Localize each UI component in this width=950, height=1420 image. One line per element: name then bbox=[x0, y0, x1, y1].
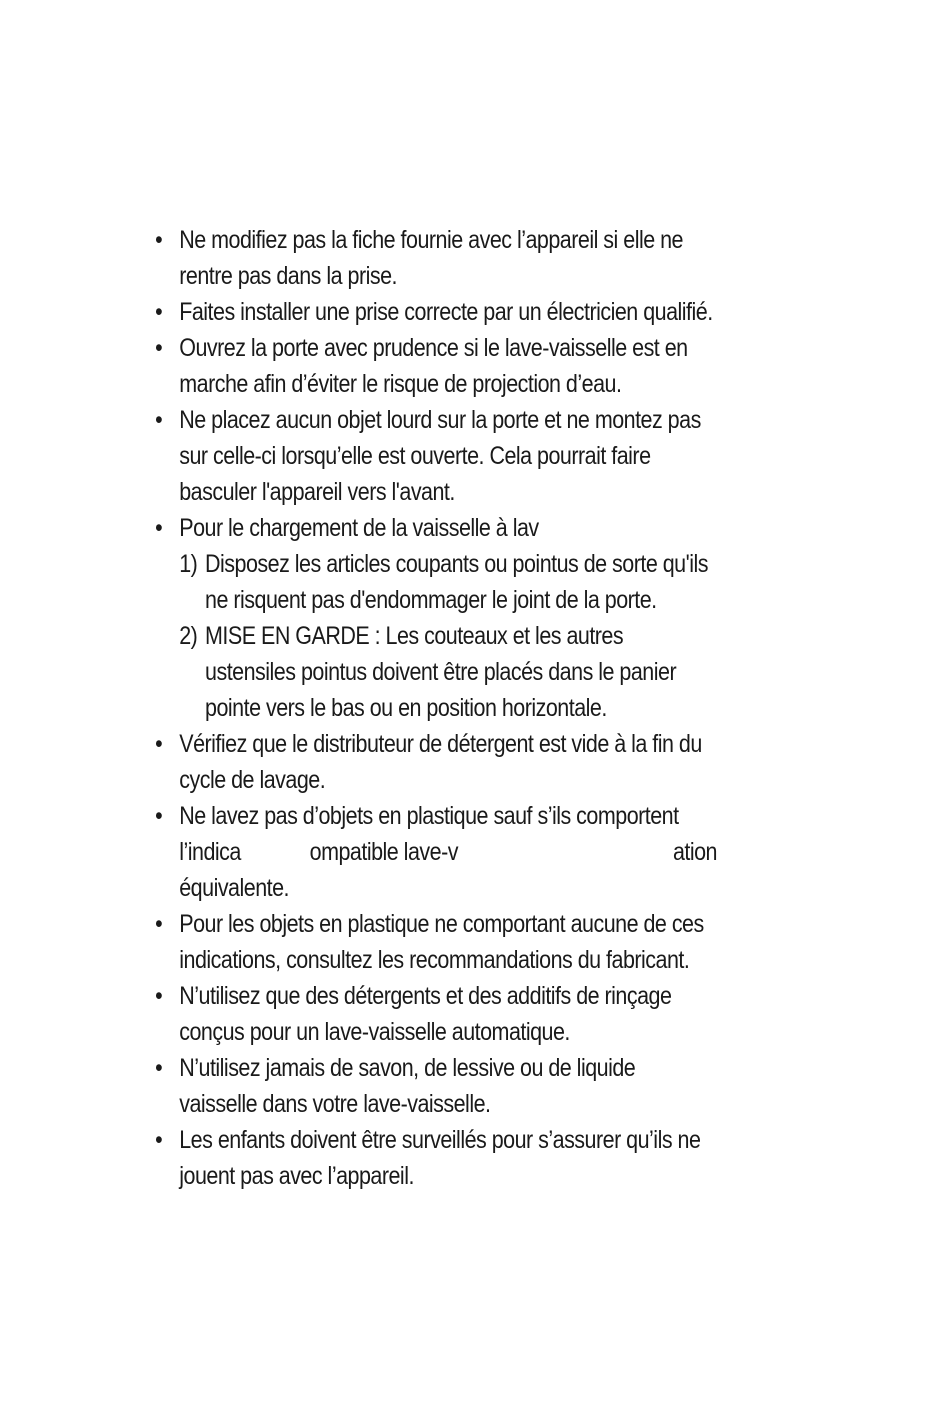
bullet-icon: • bbox=[155, 406, 163, 434]
list-item bbox=[150, 1050, 718, 1122]
list-item-text: Ouvrez la porte avec prudence si le lave-vaisselle est en marche afin d’éviter le risque de projection d’eau. bbox=[179, 334, 688, 398]
sub-item-number: 2) bbox=[179, 622, 198, 650]
bullet-icon: • bbox=[155, 910, 163, 938]
sub-item-number: 1) bbox=[179, 550, 198, 578]
bullet-icon: • bbox=[155, 982, 163, 1010]
list-item bbox=[150, 294, 718, 330]
loading-sub-list bbox=[179, 546, 717, 726]
bullet-icon: • bbox=[155, 334, 163, 362]
bullet-icon: • bbox=[155, 730, 163, 758]
list-item-text: Faites installer une prise correcte par un électricien qualifié. bbox=[179, 298, 713, 326]
list-item-text: Ne placez aucun objet lourd sur la porte et ne montez pas sur celle-ci lorsqu’elle est ouverte. Cela pourrait faire basculer l'appareil vers l'avant. bbox=[179, 406, 701, 506]
sub-item-text: Disposez les articles coupants ou pointus de sorte qu'ils ne risquent pas d'endommager le joint de la porte. bbox=[205, 550, 708, 614]
list-item bbox=[150, 402, 718, 510]
bullet-icon: • bbox=[155, 802, 163, 830]
list-item-text: N’utilisez que des détergents et des additifs de rinçage conçus pour un lave-vaisselle automatique. bbox=[179, 982, 672, 1046]
sub-list-item bbox=[179, 618, 717, 726]
list-item bbox=[150, 1122, 718, 1194]
text-fragment: l’indica bbox=[179, 838, 241, 866]
bullet-icon: • bbox=[155, 298, 163, 326]
text-fragment: équivalente. bbox=[179, 874, 290, 902]
list-item bbox=[150, 798, 718, 906]
list-item-text: Vérifiez que le distributeur de détergent est vide à la fin du cycle de lavage. bbox=[179, 730, 702, 794]
bullet-icon: • bbox=[155, 514, 163, 542]
list-item-text: N’utilisez jamais de savon, de lessive ou de liquide vaisselle dans votre lave-vaisselle. bbox=[179, 1054, 636, 1118]
list-item bbox=[150, 906, 718, 978]
safety-instructions-list bbox=[150, 222, 718, 1194]
list-item bbox=[150, 222, 718, 294]
list-item-text: Ne modifiez pas la fiche fournie avec l’appareil si elle ne rentre pas dans la prise. bbox=[179, 226, 684, 290]
list-item bbox=[150, 510, 718, 726]
list-item-text: Pour le chargement de la vaisselle à lav bbox=[179, 514, 539, 542]
list-item-text: Pour les objets en plastique ne comportant aucune de ces indications, consultez les recommandations du fabricant. bbox=[179, 910, 704, 974]
list-item bbox=[150, 330, 718, 402]
sub-item-text: MISE EN GARDE : Les couteaux et les autres ustensiles pointus doivent être placés dans le panier pointe vers le bas ou en position horizontale. bbox=[205, 622, 677, 722]
list-item-text: Les enfants doivent être surveillés pour s’assurer qu’ils ne jouent pas avec l’appareil. bbox=[179, 1126, 701, 1190]
text-fragment: ompatible lave-v bbox=[309, 838, 458, 866]
list-item bbox=[150, 726, 718, 798]
list-item bbox=[150, 978, 718, 1050]
sub-list-item bbox=[179, 546, 717, 618]
text-fragment: ation bbox=[672, 838, 717, 866]
bullet-icon: • bbox=[155, 1054, 163, 1082]
bullet-icon: • bbox=[155, 1126, 163, 1154]
bullet-icon: • bbox=[155, 226, 163, 254]
list-item-text: Ne lavez pas d’objets en plastique sauf s’ils comportent bbox=[179, 802, 679, 830]
